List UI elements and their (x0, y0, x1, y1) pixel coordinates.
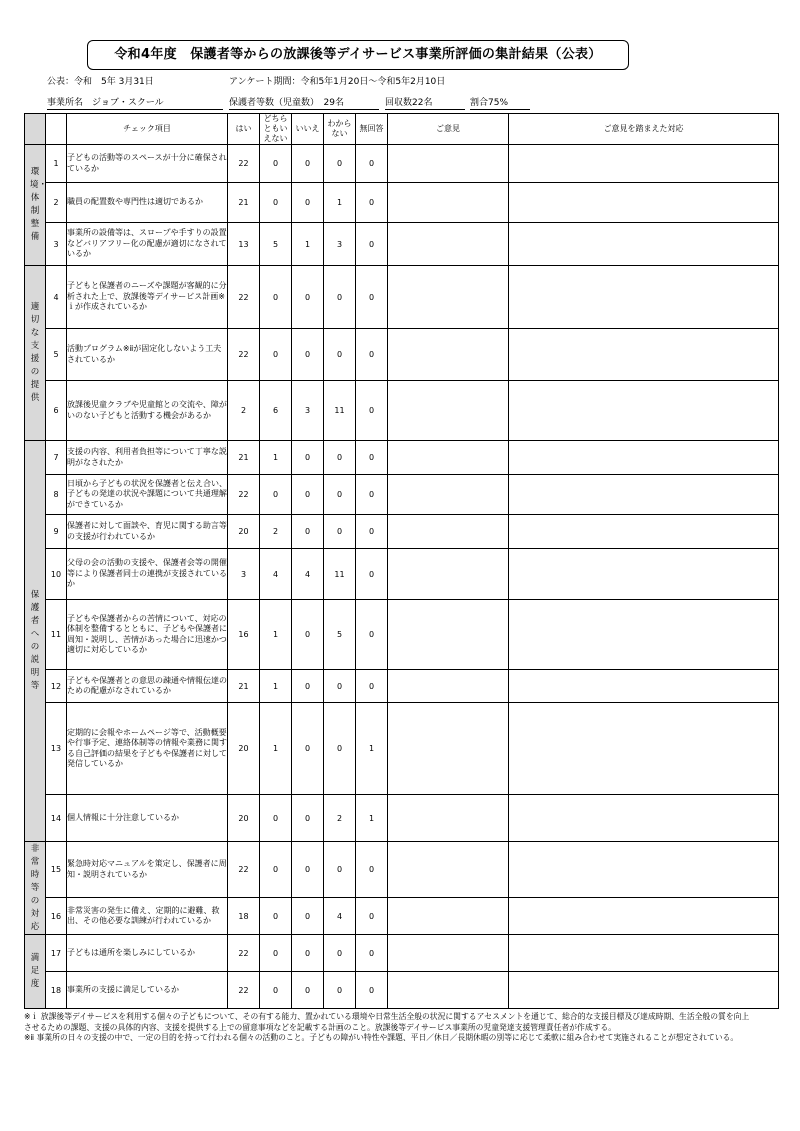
neither-count: 1 (260, 703, 292, 795)
neither-count: 0 (260, 898, 292, 935)
no-count: 0 (292, 145, 324, 183)
table-row (25, 515, 779, 549)
no-count: 0 (292, 935, 324, 972)
footnote-i: ※ｉ 放課後等デイサービスを利用する個々の子どもについて、その有する能力、置かれている環境や日常生活全般の状況に関するアセスメントを通じて、総合的な支援目標及び達成時期、生活全般の質を向上させるための課題、支援の具体的内容、支援を提供する上での留意事項などを記載する計画のこと。放課後等デイサービス事業所の児童発達支援管理責任者が作成する。 (24, 1012, 750, 1032)
table-row (25, 145, 779, 183)
unknown-count: 0 (324, 670, 356, 703)
footnote-ii: ※ⅱ 事業所の日々の支援の中で、一定の目的を持って行われる個々の活動のこと。子どもの障がい特性や課題、平日／休日／長期休暇の別等に応じて柔軟に組み合わせて実施されることが想定されている。 (24, 1033, 739, 1042)
opinion-cell (388, 842, 509, 898)
table-row (25, 600, 779, 670)
check-item-text: 父母の会の活動の支援や、保護者会等の開催等により保護者同士の連携が支援されているか (67, 549, 228, 600)
neither-count: 1 (260, 441, 292, 475)
check-item-text: 活動プログラム※ⅱが固定化しないよう工夫されているか (67, 329, 228, 381)
facility-name: 事業所名 ジョブ・スクール (47, 98, 223, 110)
check-item-text: 子どもの活動等のスペースが十分に確保されているか (67, 145, 228, 183)
opinion-cell (388, 381, 509, 441)
yes-count: 22 (228, 935, 260, 972)
response-cell (509, 223, 779, 266)
unknown-count: 0 (324, 441, 356, 475)
response-cell (509, 842, 779, 898)
item-number: 14 (46, 795, 67, 842)
category-label: 非常時等の対応 (25, 842, 46, 935)
no-count: 0 (292, 183, 324, 223)
table-row (25, 266, 779, 329)
blank-count: 0 (356, 145, 388, 183)
yes-count: 22 (228, 475, 260, 515)
item-number: 3 (46, 223, 67, 266)
opinion-cell (388, 145, 509, 183)
opinion-header: ご意見 (388, 114, 509, 145)
no-count: 0 (292, 515, 324, 549)
unknown-count: 3 (324, 223, 356, 266)
footnotes (24, 1012, 752, 1044)
category-label: 満足度 (25, 935, 46, 1009)
unknown-count: 1 (324, 183, 356, 223)
blank-count: 0 (356, 183, 388, 223)
item-number: 18 (46, 972, 67, 1009)
unknown-count: 0 (324, 266, 356, 329)
table-row (25, 441, 779, 475)
neither-count: 0 (260, 795, 292, 842)
opinion-cell (388, 441, 509, 475)
check-item-text: 事業所の支援に満足しているか (67, 972, 228, 1009)
opinion-cell (388, 898, 509, 935)
yes-count: 21 (228, 183, 260, 223)
table-row (25, 183, 779, 223)
item-number: 12 (46, 670, 67, 703)
table-row (25, 329, 779, 381)
yes-count: 22 (228, 266, 260, 329)
unknown-count: 4 (324, 898, 356, 935)
response-header: ご意見を踏まえた対応 (509, 114, 779, 145)
yes-count: 22 (228, 842, 260, 898)
item-number: 9 (46, 515, 67, 549)
item-number: 7 (46, 441, 67, 475)
neither-count: 0 (260, 475, 292, 515)
item-number: 2 (46, 183, 67, 223)
neither-count: 1 (260, 600, 292, 670)
yes-header: はい (228, 114, 260, 145)
blank-header: 無回答 (356, 114, 388, 145)
page-title: 令和4年度 保護者等からの放課後等デイサービス事業所評価の集計結果（公表） (87, 40, 629, 70)
opinion-cell (388, 935, 509, 972)
neither-count: 6 (260, 381, 292, 441)
check-item-text: 支援の内容、利用者負担等について丁寧な説明がなされたか (67, 441, 228, 475)
category-label: 適切な支援の提供 (25, 266, 46, 441)
table-row (25, 223, 779, 266)
yes-count: 13 (228, 223, 260, 266)
table-row (25, 795, 779, 842)
response-cell (509, 600, 779, 670)
opinion-cell (388, 266, 509, 329)
response-cell (509, 183, 779, 223)
yes-count: 2 (228, 381, 260, 441)
yes-count: 21 (228, 670, 260, 703)
unknown-count: 0 (324, 515, 356, 549)
neither-count: 1 (260, 670, 292, 703)
yes-count: 20 (228, 703, 260, 795)
opinion-cell (388, 329, 509, 381)
neither-count: 4 (260, 549, 292, 600)
unknown-count: 0 (324, 475, 356, 515)
table-row (25, 935, 779, 972)
unknown-count: 0 (324, 703, 356, 795)
unknown-count: 0 (324, 935, 356, 972)
no-count: 0 (292, 329, 324, 381)
table-row (25, 381, 779, 441)
table-row (25, 670, 779, 703)
yes-count: 22 (228, 329, 260, 381)
neither-count: 5 (260, 223, 292, 266)
guardian-count: 保護者等数（児童数） 29名 (229, 98, 379, 110)
unknown-count: 0 (324, 972, 356, 1009)
check-item-text: 子どもは通所を楽しみにしているか (67, 935, 228, 972)
response-cell (509, 703, 779, 795)
no-count: 0 (292, 441, 324, 475)
check-item-header: チェック項目 (67, 114, 228, 145)
response-cell (509, 898, 779, 935)
unknown-count: 0 (324, 329, 356, 381)
unknown-count: 0 (324, 145, 356, 183)
check-item-text: 子どもや保護者からの苦情について、対応の体制を整備するとともに、子どもや保護者に周知・説明し、苦情があった場合に迅速かつ適切に対応しているか (67, 600, 228, 670)
response-cell (509, 381, 779, 441)
neither-count: 0 (260, 935, 292, 972)
neither-header: どちらともいえない (260, 114, 292, 145)
yes-count: 22 (228, 145, 260, 183)
no-count: 0 (292, 600, 324, 670)
blank-count: 0 (356, 935, 388, 972)
response-cell (509, 795, 779, 842)
no-count: 0 (292, 795, 324, 842)
survey-period: アンケート期間：令和5年1月20日～令和5年2月10日 (229, 77, 446, 87)
blank-count: 0 (356, 329, 388, 381)
yes-count: 21 (228, 441, 260, 475)
check-item-text: 緊急時対応マニュアルを策定し、保護者に周知・説明されているか (67, 842, 228, 898)
unknown-count: 5 (324, 600, 356, 670)
item-number: 5 (46, 329, 67, 381)
unknown-count: 0 (324, 842, 356, 898)
yes-count: 22 (228, 972, 260, 1009)
blank-count: 1 (356, 703, 388, 795)
check-item-text: 日頃から子どもの状況を保護者と伝え合い、子どもの発達の状況や課題について共通理解ができているか (67, 475, 228, 515)
opinion-cell (388, 183, 509, 223)
no-count: 0 (292, 898, 324, 935)
check-item-text: 子どもと保護者のニーズや課題が客観的に分析された上で、放課後等デイサービス計画※ｉが作成されているか (67, 266, 228, 329)
item-number: 15 (46, 842, 67, 898)
neither-count: 0 (260, 329, 292, 381)
unknown-count: 11 (324, 549, 356, 600)
response-cell (509, 475, 779, 515)
opinion-cell (388, 600, 509, 670)
table-row (25, 842, 779, 898)
neither-count: 0 (260, 842, 292, 898)
response-cell (509, 935, 779, 972)
check-item-text: 子どもや保護者との意思の疎通や情報伝達のための配慮がなされているか (67, 670, 228, 703)
check-item-text: 定期的に会報やホームページ等で、活動概要や行事予定、連絡体制等の情報や業務に関する自己評価の結果を子どもや保護者に対して発信しているか (67, 703, 228, 795)
no-count: 0 (292, 972, 324, 1009)
blank-count: 0 (356, 898, 388, 935)
response-cell (509, 670, 779, 703)
item-number: 13 (46, 703, 67, 795)
check-item-text: 放課後児童クラブや児童館との交流や、障がいのない子どもと活動する機会があるか (67, 381, 228, 441)
blank-count: 0 (356, 266, 388, 329)
blank-count: 0 (356, 972, 388, 1009)
item-number: 6 (46, 381, 67, 441)
item-number: 11 (46, 600, 67, 670)
check-item-text: 事業所の設備等は、スロープや手すりの設置などバリアフリー化の配慮が適切になされているか (67, 223, 228, 266)
opinion-cell (388, 972, 509, 1009)
item-number: 16 (46, 898, 67, 935)
check-item-text: 保護者に対して面談や、育児に関する助言等の支援が行われているか (67, 515, 228, 549)
table-row (25, 972, 779, 1009)
table-row (25, 549, 779, 600)
number-header (46, 114, 67, 145)
neither-count: 0 (260, 145, 292, 183)
response-cell (509, 549, 779, 600)
opinion-cell (388, 515, 509, 549)
unknown-count: 11 (324, 381, 356, 441)
neither-count: 0 (260, 266, 292, 329)
item-number: 4 (46, 266, 67, 329)
table-row (25, 898, 779, 935)
check-item-text: 個人情報に十分注意しているか (67, 795, 228, 842)
no-count: 3 (292, 381, 324, 441)
collected-count: 回収数22名 (385, 98, 465, 110)
blank-count: 0 (356, 475, 388, 515)
response-cell (509, 145, 779, 183)
yes-count: 20 (228, 795, 260, 842)
check-item-text: 非常災害の発生に備え、定期的に避難、救出、その他必要な訓練が行われているか (67, 898, 228, 935)
blank-count: 1 (356, 795, 388, 842)
opinion-cell (388, 475, 509, 515)
opinion-cell (388, 549, 509, 600)
no-count: 0 (292, 703, 324, 795)
response-cell (509, 972, 779, 1009)
check-item-text: 職員の配置数や専門性は適切であるか (67, 183, 228, 223)
blank-count: 0 (356, 381, 388, 441)
yes-count: 18 (228, 898, 260, 935)
header-row (25, 114, 779, 145)
blank-count: 0 (356, 600, 388, 670)
survey-body (25, 145, 779, 1009)
survey-table (24, 113, 779, 1009)
neither-count: 2 (260, 515, 292, 549)
blank-count: 0 (356, 549, 388, 600)
collection-ratio: 割合75% (470, 98, 530, 110)
no-count: 0 (292, 266, 324, 329)
no-count: 0 (292, 475, 324, 515)
category-label: 保護者への説明等 (25, 441, 46, 842)
response-cell (509, 515, 779, 549)
yes-count: 3 (228, 549, 260, 600)
no-count: 4 (292, 549, 324, 600)
item-number: 1 (46, 145, 67, 183)
opinion-cell (388, 670, 509, 703)
response-cell (509, 441, 779, 475)
category-label: 環境・体制整備 (25, 145, 46, 266)
item-number: 8 (46, 475, 67, 515)
neither-count: 0 (260, 972, 292, 1009)
blank-count: 0 (356, 223, 388, 266)
opinion-cell (388, 703, 509, 795)
neither-count: 0 (260, 183, 292, 223)
item-number: 10 (46, 549, 67, 600)
opinion-cell (388, 223, 509, 266)
item-number: 17 (46, 935, 67, 972)
yes-count: 16 (228, 600, 260, 670)
unknown-count: 2 (324, 795, 356, 842)
published-date: 公表：令和 5年 3月31日 (47, 77, 154, 87)
blank-count: 0 (356, 842, 388, 898)
opinion-cell (388, 795, 509, 842)
unknown-header: わからない (324, 114, 356, 145)
no-count: 0 (292, 670, 324, 703)
yes-count: 20 (228, 515, 260, 549)
no-count: 1 (292, 223, 324, 266)
blank-count: 0 (356, 670, 388, 703)
blank-count: 0 (356, 441, 388, 475)
response-cell (509, 329, 779, 381)
blank-count: 0 (356, 515, 388, 549)
no-count: 0 (292, 842, 324, 898)
response-cell (509, 266, 779, 329)
table-row (25, 475, 779, 515)
table-row (25, 703, 779, 795)
no-header: いいえ (292, 114, 324, 145)
category-header (25, 114, 46, 145)
